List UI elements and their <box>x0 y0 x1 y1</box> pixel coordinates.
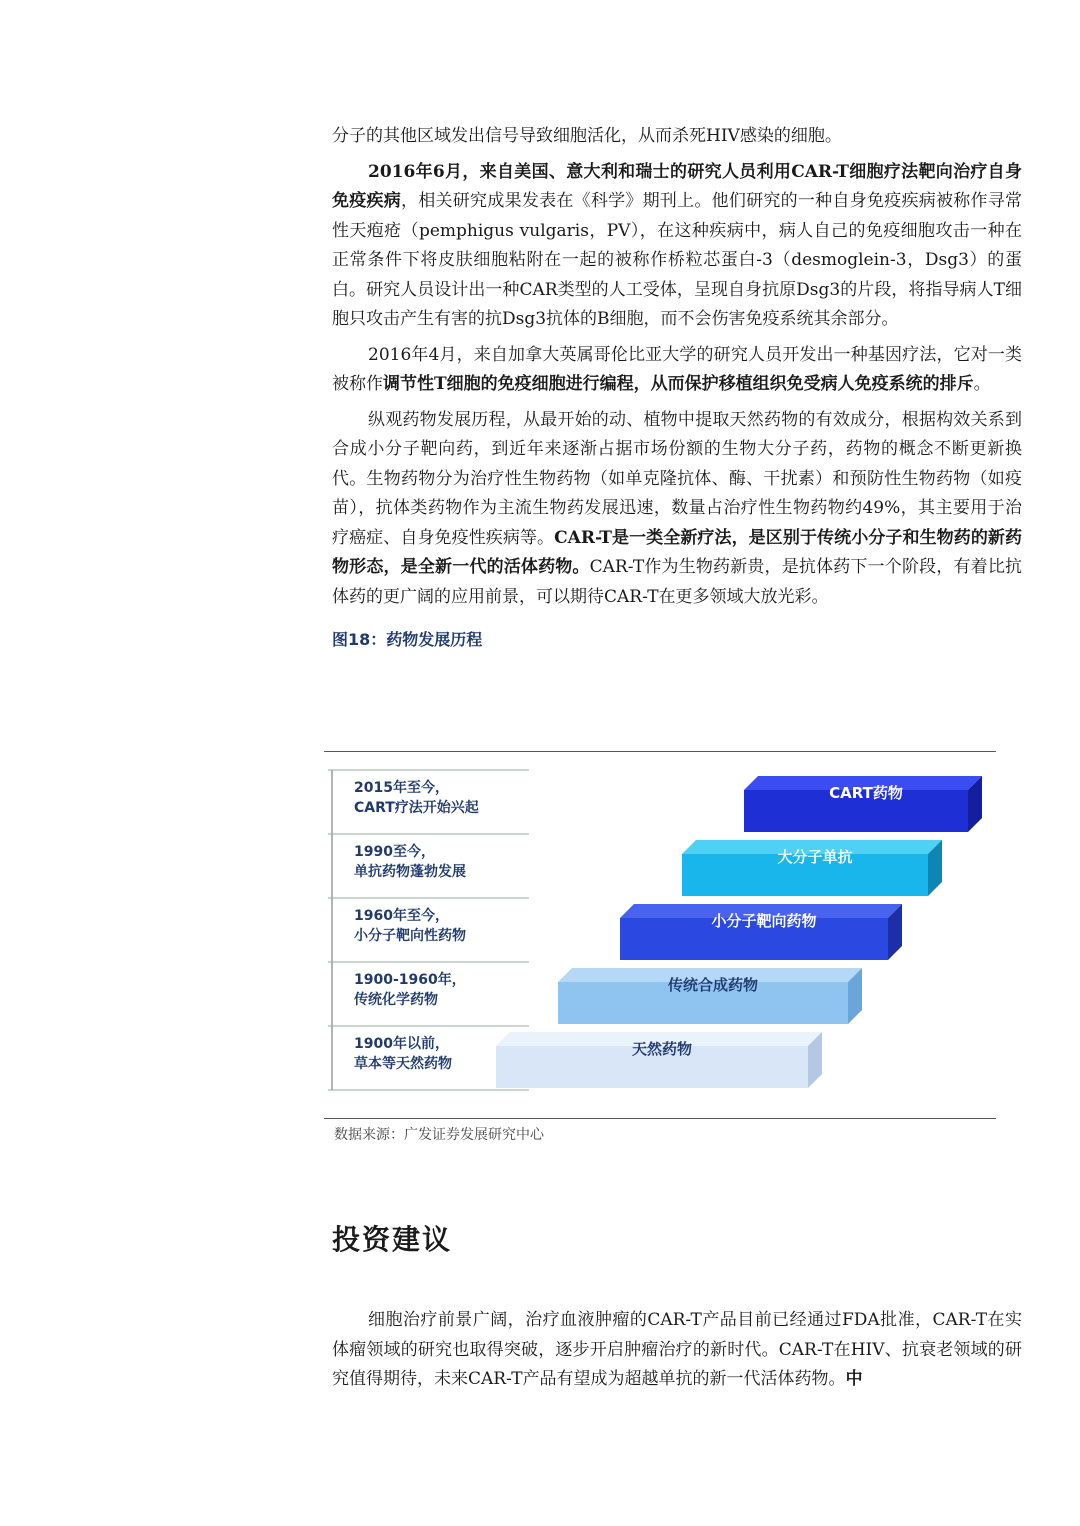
section-title: 投资建议 <box>332 1223 453 1256</box>
bold-text-run: 中 <box>845 1369 863 1389</box>
text-run: CAR-T作为生物药新贵，是抗体药下一个阶段，有着比抗体药的更广阔的应用前景，可以期待CAR-T在更多领域大放光彩。 <box>332 557 1022 607</box>
figure-drug-history <box>324 752 996 1118</box>
era-label-desc: 草本等天然药物 <box>354 1056 452 1072</box>
source-note: 数据来源：广发证券发展研究中心 <box>334 1127 544 1143</box>
era-label-year: 1900年以前， <box>354 1036 449 1052</box>
text-run: 纵观药物发展历程，从最开始的动、植物中提取天然药物的有效成分，根据构效关系到合成小分子靶向药，到近年来逐渐占据市场份额的生物大分子药，药物的概念不断更新换代。生物药物分为治疗性生物药物（如单克隆抗体、酶、干扰素）和预防性生物药物（如疫苗），抗体类药物作为主流生物药发展迅速，数量占治疗性生物药物约49%，其主要用于治疗癌症、自身免疫性疾病等。 <box>332 409 1022 548</box>
era-label-desc: 单抗药物蓬勃发展 <box>354 864 466 880</box>
section-body <box>332 1306 1022 1395</box>
text-run: 。 <box>973 374 991 394</box>
bold-text-run: CAR-T是一类全新疗法，是区别于传统小分子和生物药的新药物形态，是全新一代的活体药物。 <box>332 527 1023 577</box>
era-label-desc: 传统化学药物 <box>354 992 438 1008</box>
paragraph-4 <box>332 406 1022 613</box>
section-paragraph <box>332 1306 1022 1395</box>
step-label: CART药物 <box>829 784 903 802</box>
era-label-year: 1960年至今， <box>354 908 449 924</box>
paragraph-2 <box>332 158 1022 335</box>
text-run: ，相关研究成果发表在《科学》期刊上。他们研究的一种自身免疫疾病被称作寻常性天疱疮（pemphigus vulgaris，PV），在这种疾病中，病人自己的免疫细胞攻击一种在正常条件下将皮肤细胞粘附在一起的被称作桥粒芯蛋白-3（desmoglein-3，Dsg3）的蛋白。研究人员设计出一种CAR类型的人工受体，呈现自身抗原Dsg3的片段，将指导病人T细胞只攻击产生有害的抗Dsg3抗体的B细胞，而不会伤害免疫系统其余部分。 <box>332 191 1023 329</box>
era-label-desc: 小分子靶向性药物 <box>354 928 466 944</box>
paragraph-1 <box>332 122 1022 152</box>
figure-bottom-rule <box>324 1118 996 1119</box>
step-label: 传统合成药物 <box>667 976 759 994</box>
bold-text-run: 2016年6月，来自美国、意大利和瑞士的研究人员利用CAR-T细胞疗法靶向治疗自身免疫疾病 <box>332 161 1022 211</box>
paragraph-3 <box>332 341 1022 400</box>
staircase-diagram <box>324 752 996 1118</box>
step-label: 大分子单抗 <box>777 848 853 866</box>
bold-text-run: 调节性T细胞的免疫细胞进行编程，从而保护移植组织免受病人免疫系统的排斥 <box>383 374 974 394</box>
era-label-year: 2015年至今， <box>354 780 449 796</box>
era-label-year: 1990至今， <box>354 844 435 860</box>
step-label: 小分子靶向药物 <box>711 912 817 930</box>
text-run: 2016年4月，来自加拿大英属哥伦比亚大学的研究人员开发出一种基因疗法，它对一类被称作 <box>332 344 1022 394</box>
era-label-desc: CART疗法开始兴起 <box>354 800 479 816</box>
figure-caption: 图18：药物发展历程 <box>332 630 483 649</box>
text-run: 细胞治疗前景广阔，治疗血液肿瘤的CAR-T产品目前已经通过FDA批准，CAR-T在实体瘤领域的研究也取得突破，逐步开启肿瘤治疗的新时代。CAR-T在HIV、抗衰老领域的研究值得期待，未来CAR-T产品有望成为超越单抗的新一代活体药物。 <box>332 1310 1022 1389</box>
body-text <box>332 122 1022 654</box>
era-label-year: 1900-1960年， <box>354 972 466 988</box>
text-run: 分子的其他区域发出信号导致细胞活化，从而杀死HIV感染的细胞。 <box>332 126 842 146</box>
step-label: 天然药物 <box>631 1040 693 1058</box>
